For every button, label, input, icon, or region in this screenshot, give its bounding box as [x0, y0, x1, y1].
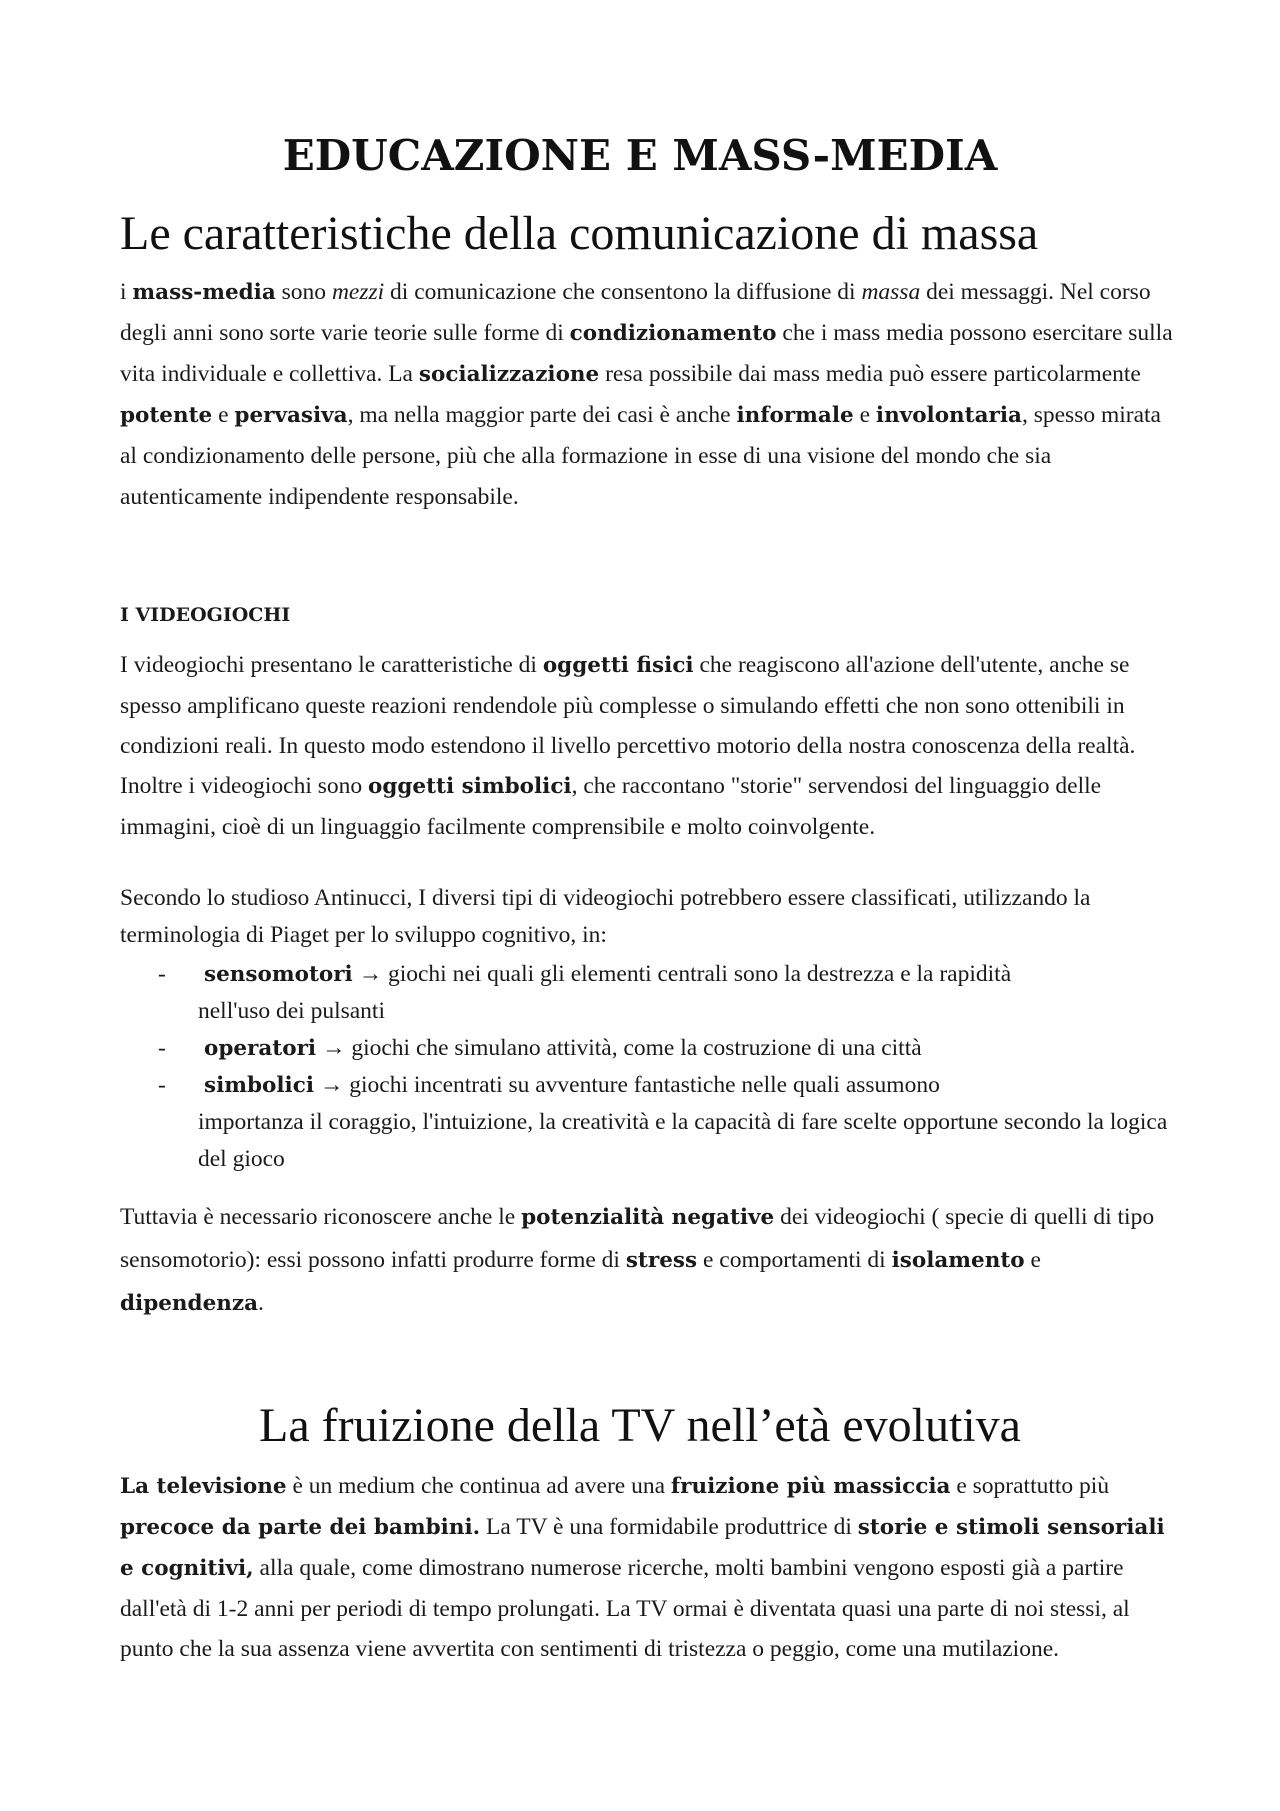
text-run: , spesso mirata al condizionamento delle persone, più che alla formazione in esse di una visione del mondo che sia autenticamente indipendente responsabile. — [120, 402, 1161, 510]
list-item-sensomotori — [120, 956, 1180, 1030]
bullet-description: giochi che simulano attività, come la costruzione di una città — [351, 1035, 922, 1061]
bullet-dash: - — [158, 1035, 166, 1061]
bullet-text — [120, 1030, 1180, 1067]
videogame-types-list — [120, 956, 1180, 1178]
bold-term: potenzialità negative — [521, 1205, 775, 1230]
arrow-glyph: → — [316, 1035, 352, 1061]
text-run: e — [212, 402, 235, 428]
arrow-glyph: → — [352, 961, 388, 987]
text-run: , che raccontano "storie" servendosi del linguaggio delle immagini, cioè di un linguaggio facilmente comprensibile e molto coinvolgente. — [120, 773, 1102, 840]
text-run: di comunicazione che consentono la diffusione di — [384, 279, 862, 305]
bullet-term: operatori — [204, 1036, 317, 1061]
text-run: . — [258, 1290, 264, 1316]
bullet-continuation: importanza il coraggio, l'intuizione, la creatività e la capacità di fare scelte opportune secondo la logica del gioco — [198, 1109, 1168, 1172]
bold-term: involontaria — [875, 403, 1022, 428]
section-heading-mass-communication: Le caratteristiche della comunicazione di massa — [120, 207, 1039, 260]
bullet-description: giochi nei quali gli elementi centrali sono la destrezza e la rapidità — [387, 961, 1012, 987]
paragraph-negative-potential — [120, 1196, 1180, 1325]
text-run: e — [1024, 1247, 1041, 1273]
text-run: che i mass media possono esercitare sulla vita individuale e collettiva. La — [120, 320, 1173, 387]
bold-term: isolamento — [891, 1248, 1025, 1273]
text-run: sono — [275, 279, 332, 305]
bullet-dash: - — [158, 1072, 166, 1098]
text-run: , ma nella maggior parte dei casi è anche — [347, 402, 737, 428]
list-item-simbolici — [120, 1067, 1180, 1178]
bold-term: dipendenza — [120, 1291, 259, 1316]
text-run: i — [120, 279, 133, 305]
text-run: I videogiochi presentano le caratteristiche di — [120, 652, 543, 678]
text-run: alla quale, come dimostrano numerose ricerche, molti bambini vengono esposti già a partire dall'età di 1-2 anni per periodi di tempo prolungati. La TV ormai è diventata quasi una parte di noi stessi, al punto che la sua assenza viene avvertita con sentimenti di tristezza o peggio, come una mutilazione. — [120, 1555, 1130, 1662]
paragraph-antinucci: Secondo lo studioso Antinucci, I diversi tipi di videogiochi potrebbero essere classificati, utilizzando la terminologia di Piaget per lo sviluppo cognitivo, in: — [120, 885, 1091, 948]
bold-term: oggetti simbolici — [368, 774, 572, 799]
text-run: e — [853, 402, 876, 428]
bold-term: potente — [120, 403, 213, 428]
text-run: e soprattutto più — [950, 1473, 1110, 1499]
bold-term: socializzazione — [418, 362, 600, 387]
text-run: e comportamenti di — [697, 1247, 892, 1273]
paragraph-videogiochi-intro — [120, 645, 1180, 847]
paragraph-mass-media — [120, 272, 1180, 518]
text-run: La TV è una formidabile produttrice di — [480, 1514, 858, 1540]
italic-term: massa — [861, 279, 921, 305]
bold-term: pervasiva — [234, 403, 348, 428]
list-item-operatori — [120, 1030, 1180, 1067]
bold-term: precoce da parte dei bambini. — [120, 1515, 481, 1540]
bold-term: mass-media — [132, 280, 276, 305]
italic-term: mezzi — [331, 279, 385, 305]
arrow-glyph: → — [314, 1072, 350, 1098]
bold-term: stress — [625, 1248, 698, 1273]
paragraph-tv — [120, 1466, 1180, 1669]
bold-term: condizionamento — [569, 321, 777, 346]
bullet-text — [120, 1067, 1180, 1178]
bold-term: fruizione più massiccia — [670, 1474, 951, 1499]
bold-term: oggetti fisici — [542, 653, 694, 678]
document-title: EDUCAZIONE E MASS-MEDIA — [282, 131, 998, 180]
section-heading-tv: La fruizione della TV nell’età evolutiva — [259, 1399, 1021, 1452]
section-heading-videogiochi: I VIDEOGIOCHI — [120, 604, 291, 626]
text-run: dei videogiochi ( specie di quelli di tipo sensomotorio): essi possono infatti produrre forme di — [120, 1204, 1155, 1273]
bold-term: informale — [736, 403, 854, 428]
bullet-dash: - — [158, 961, 166, 987]
text-run: è un medium che continua ad avere una — [286, 1473, 671, 1499]
text-run: Tuttavia è necessario riconoscere anche le — [120, 1204, 522, 1230]
bullet-term: simbolici — [204, 1073, 314, 1098]
bullet-term: sensomotori — [204, 962, 353, 987]
text-run: dei messaggi. Nel corso degli anni sono sorte varie teorie sulle forme di — [120, 279, 1151, 346]
bullet-description: giochi incentrati su avventure fantastiche nelle quali assumono — [349, 1072, 940, 1098]
text-run: resa possibile dai mass media può essere particolarmente — [599, 361, 1141, 387]
text-run: che reagiscono all'azione dell'utente, anche se spesso amplificano queste reazioni rendendole più complesse o simulando effetti che non sono ottenibili in condizioni reali. In questo modo estendono il livello percettivo motorio della nostra conoscenza della realtà. Inoltre i videogiochi sono — [120, 652, 1136, 799]
bold-term: La televisione — [120, 1474, 287, 1499]
bold-term: storie e stimoli sensoriali e cognitivi, — [120, 1515, 1165, 1581]
bullet-text — [120, 956, 1180, 1030]
bullet-continuation: nell'uso dei pulsanti — [198, 998, 385, 1024]
